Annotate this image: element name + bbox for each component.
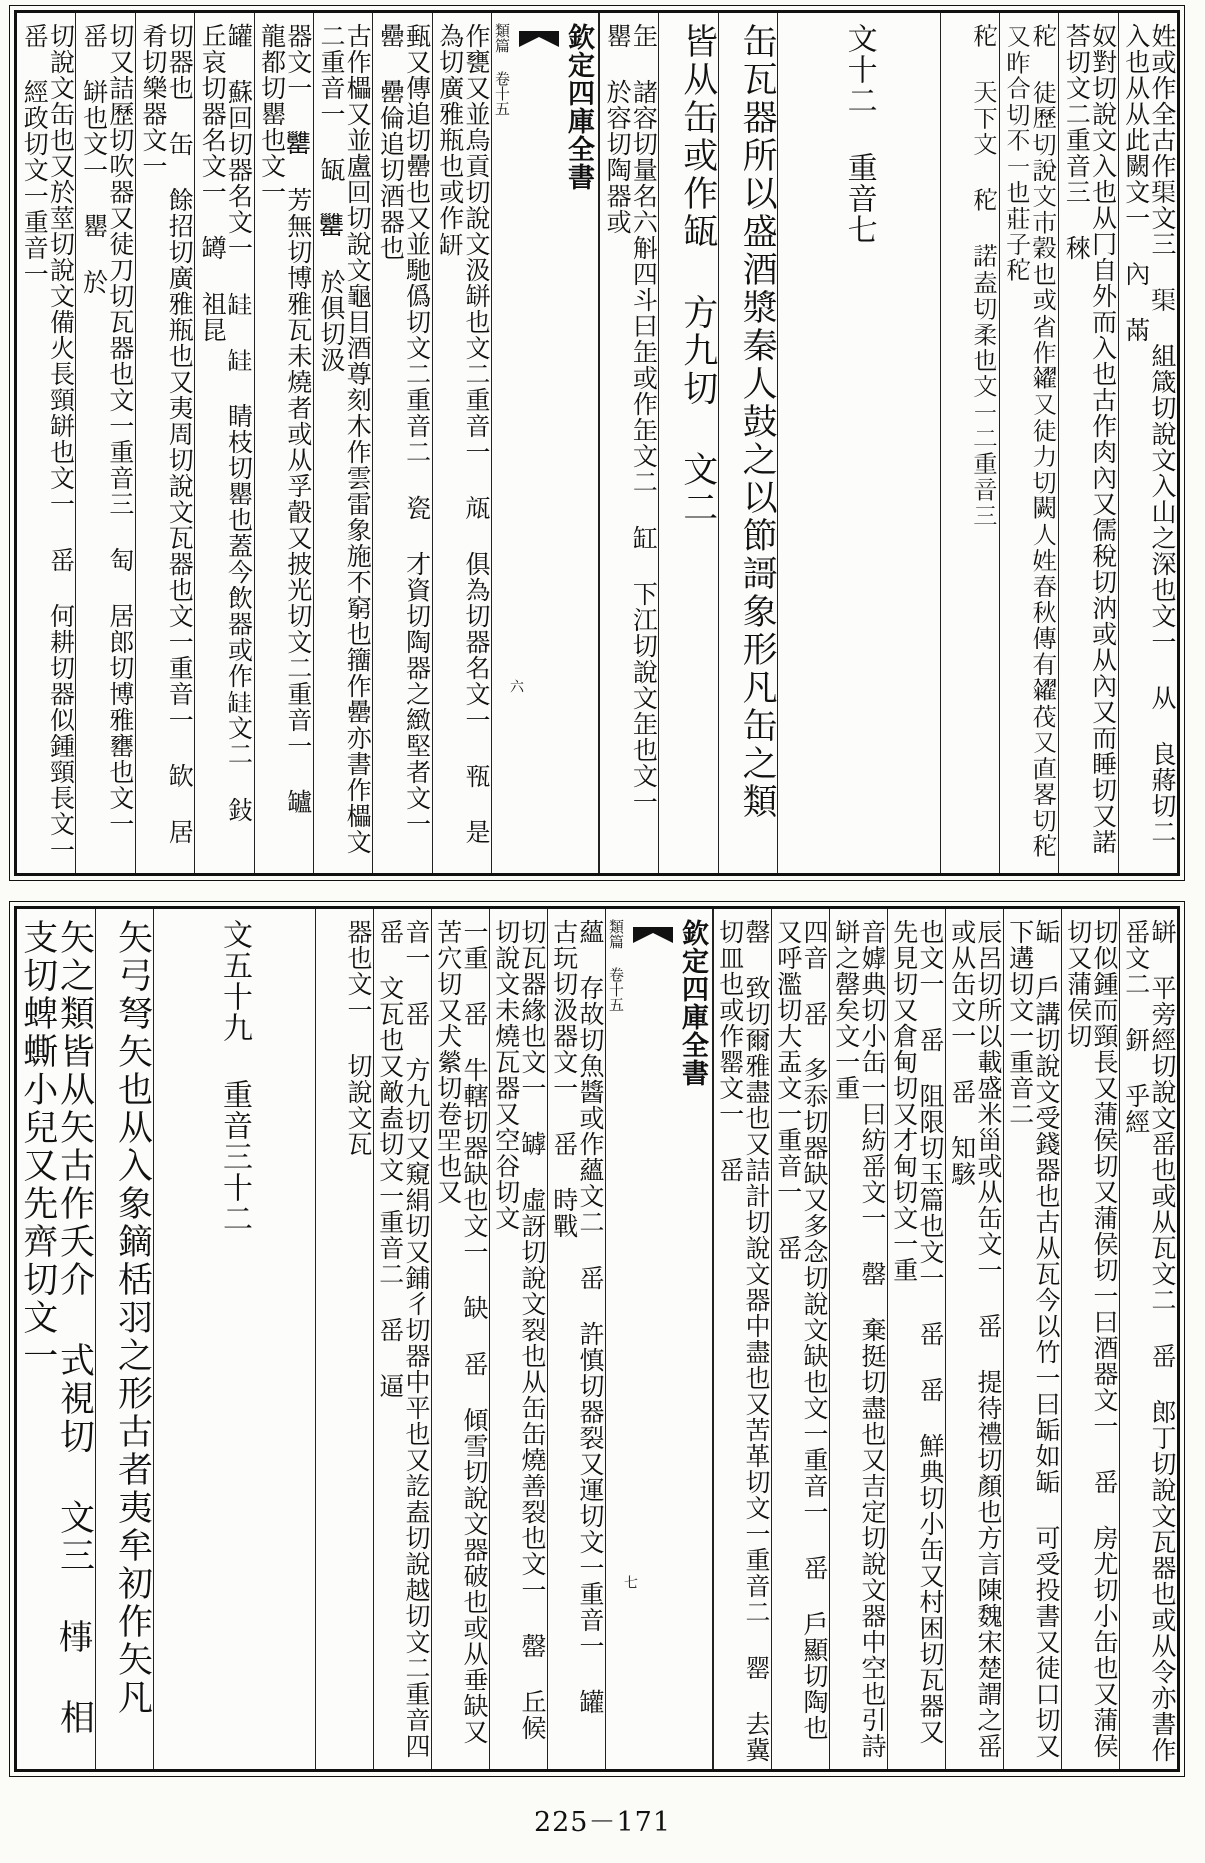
radical-heading: 矢之類皆从矢古作夭介 式視切 文三 𣓊 相支切蜱蟖小兒又先齊切文一	[17, 919, 95, 1737]
text-column: 缾 平旁經切說文䍃也或从瓦文二 䍃 郎丁切說文瓦器也或从令亦書作䍃文二 鈃 乎經	[1119, 909, 1177, 1769]
text-column: 音一 䍃 方九切又窺絹切又鋪彳切器中平也又訖盍切說越切文二重音四 䍃 文瓦也又敵盍切文一重音二 䍃 逼	[373, 909, 431, 1769]
page-footer-number: 225－171	[533, 1807, 672, 1838]
radical-heading: 缶瓦器所以盛酒漿秦人鼓之以節謌象形凡缶之類	[718, 13, 777, 873]
text-column: 辰呂切所以載盛米甾或从缶文一 䍃 提待禮切顏也方言陳魏宋楚謂之䍃或从缶文一 䍃 知駭	[945, 909, 1003, 1769]
section-summary	[153, 909, 316, 1769]
text-column: 作甕又並烏貢切說文汲缾也文二重音一 㼚 俱為切器名文一 㼞 是為切廣雅瓶也或作𦈨	[432, 13, 491, 873]
radical-heading: 皆从缶或作缻 方九切 文二	[658, 13, 717, 873]
text-column: 𥞒 天下文 𥞒 諾盍切柔也文一二重音三	[940, 13, 999, 873]
text-column: 𥞒 徒歷切說文市穀也或省作糴又徒力切闕人姓春秋傳有糴茷又直畧切𥞒又昨合切不一也莊子𥞒	[999, 13, 1058, 873]
banner-page-number: 六	[507, 679, 524, 693]
banner-title: 欽定四庫全書	[562, 23, 594, 191]
text-column: 器也文一 切說文瓦	[315, 909, 373, 1769]
summary-count: 文十二 重音七	[841, 23, 877, 245]
fish-tail-icon	[633, 927, 673, 943]
text-column: 切瓦器緣也文一 罅 虛訝切說文裂也从缶缶燒善裂也文一 罄 丘候切說文未燒瓦器又空谷切文	[489, 909, 547, 1769]
upper-columns	[17, 13, 1177, 893]
summary-count: 文五十九 重音三十二	[217, 919, 252, 1234]
radical-heading: 矢弓弩矢也从入象鏑栝羽之形古者夷牟初作矢凡	[95, 909, 153, 1769]
banner-volume: 類篇 卷十五	[492, 23, 511, 116]
banner-page-number: 七	[622, 1575, 638, 1589]
section-summary	[777, 13, 940, 873]
text-column: 罄 致切爾雅盡也又詰計切說文器中盡也又苦革切文一重音二 罂 去冀切皿也或作罂文一 䍃	[713, 909, 771, 1769]
center-banner	[605, 909, 713, 1769]
text-column: 罐 蘇回切器名文一 𦈰 𦈰 睛枝切罌也蓋今飲器或作𦈰文二 鈙 丘哀切器名文一 罇 祖昆	[194, 13, 253, 873]
text-column: 甀又傳追切罍也又並馳僞切文二重音二 瓷 才資切陶器之緻堅者文一 罍 罍倫追切酒器也	[372, 13, 431, 873]
text-column: 古作櫑又並盧回切說文龜目酒尊刻木作雲雷象施不窮也籒作罍亦書作櫑文二重音一 缻 𦉥 於俱切汲	[313, 13, 372, 873]
center-banner	[491, 13, 599, 873]
text-column: 器文一 𦉥 芳無切博雅瓦未燒者或从孚瞉又披光切文二重音一 罏 龍都切罌也文一	[254, 13, 313, 873]
text-column: 切器也 缶 餘招切廣雅瓶也又夷周切說文瓦器也文一重音一 缼 居肴切樂器文一	[135, 13, 194, 873]
text-column: 切似鍾而頸長又蒲侯切又蒲侯切一曰酒器文一 䍃 房尤切小缶也又蒲侯切又蒲侯切	[1061, 909, 1119, 1769]
text-column: 姓或作全古作𤦲文三 𤦲 組箴切說文入山之深也文一 从 良蔣切二入也从从此闕文一 內 㒼	[1118, 13, 1177, 873]
text-column: 𦈢 諸容切量名六斛四斗曰𦈢或作𦈢文二 缸 下江切說文𦈢也文一 罌 於容切陶器或	[599, 13, 658, 873]
text-column: 也文一 䍃 阻限切玉篇也文一 䍃 䍃 鮮典切小缶又村困切瓦器又先見切又倉甸切又才甸切文一重	[887, 909, 945, 1769]
page-upper	[14, 10, 1180, 893]
fish-tail-icon	[519, 31, 559, 47]
banner-volume: 類篇 卷十五	[607, 919, 625, 1012]
text-column: 缿 戶講切說文受錢器也古从瓦今以竹一曰缿如缿 可受投書又徒口切又下遘切文一重音二	[1003, 909, 1061, 1769]
page-lower	[14, 906, 1180, 1789]
text-column: 一重 䍃 牛轄切器缺也文一 缺 䍃 傾雪切說文器破也或从垂缺又苦穴切又犬縈切卷𦉷也又	[431, 909, 489, 1769]
banner-title: 欽定四庫全書	[677, 919, 708, 1087]
lower-columns	[17, 909, 1177, 1789]
text-column: 切又詰歷切吹器又徒刀切瓦器也文一重音三 匋 居郎切博雅罋也文一 䍃 缾也文一 罌 於	[75, 13, 134, 873]
text-column: 蘊 存故切魚醬或作蘊文二 䍃 許慎切器裂又運切文一重音一 罐 古玩切汲器文一 䍃 時戰	[547, 909, 605, 1769]
text-column: 音嫭典切小缶一曰紡䍃文一 罄 棄挺切盡也又吉定切說文器中空也引詩缾之罄矣文一重	[829, 909, 887, 1769]
text-column: 奴對切說文入也从冂自外而入也古作肉內又儒稅切汭或从內又而睡切又諾荅切文二重音三 䅘	[1058, 13, 1117, 873]
text-column: 切說文缶也又於莖切說文備火長頸缾也文一 䍃 何耕切器似鍾頸長文一 䍃 經政切文一重音一	[20, 23, 76, 893]
text-column: 四音 䍃 多忝切器缺又多念切說文缺也文一重音一 䍃 戶顯切陶也又呼濫切大盂文一重音一 䍃	[771, 909, 829, 1769]
